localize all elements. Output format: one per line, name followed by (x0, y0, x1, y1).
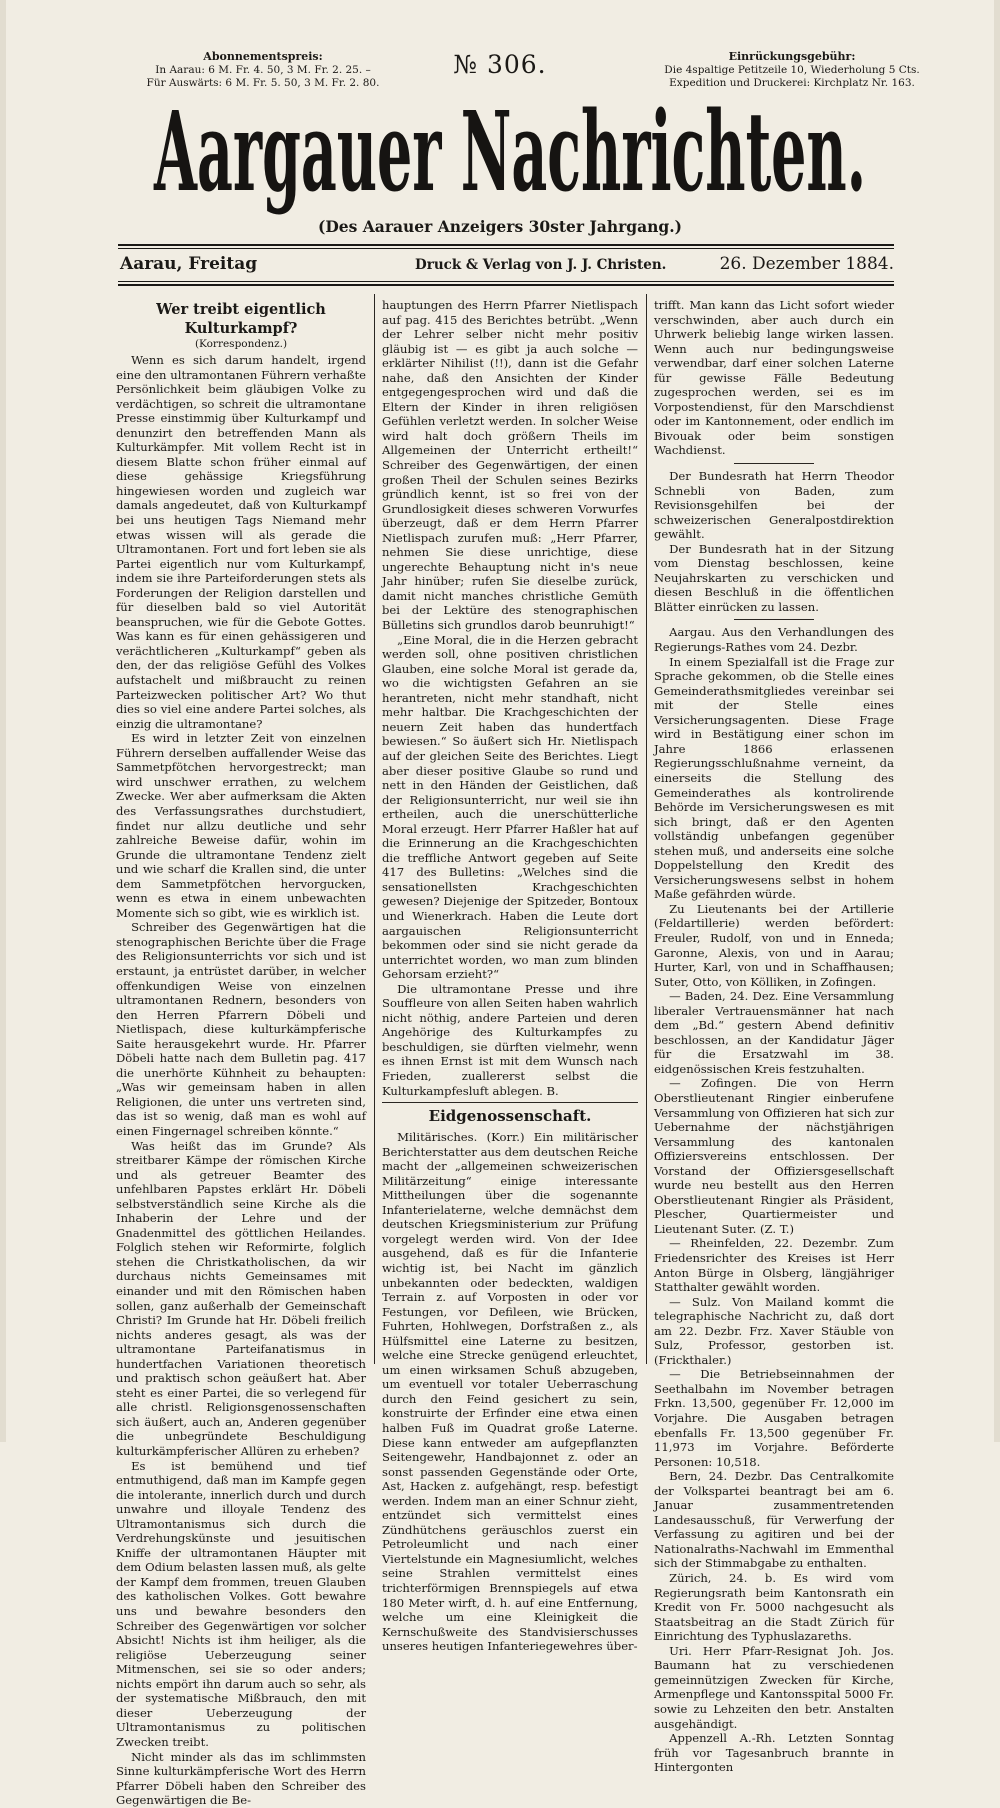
column-divider (646, 294, 647, 1364)
subscription-line: Für Auswärts: 6 M. Fr. 5. 50, 3 M. Fr. 2. 80. (146, 77, 380, 89)
insertion-line: Die 4spaltige Petitzeile 10, Wiederholung 5 Cts. (664, 63, 920, 76)
divider-rule (118, 244, 894, 246)
article-paragraph: „Eine Moral, die in die Herzen gebracht werden soll, ohne positiven christlichen Glauben, eine solche Moral ist gerade da, wo die wichtigsten Gefahren an sie herantreten, nicht mehr standhaft, nicht mehr haltbar. Die Krachgeschichten der neuern Zeit haben das hundertfach bewiesen.“ So äußert sich Hr. Nietlispach auf der gleichen Seite des Berichtes. Liegt aber dieser positive Glaube so rund und nett in den Händen der Geistlichen, daß der Religionsunterricht, nur weil sie ihn ertheilen, auch die unerschütterliche Moral erzeugt. Herr Pfarrer Haßler hat auf die Erinnerung an die Krachgeschichten die treffliche Antwort gegeben auf Seite 417 des Bulletins: „Welches sind die sensationellsten Krachgeschichten gewesen? Diejenige der Spitzeder, Bontoux und Wienerkrach. Haben die Leute dort aargauischen Religionsunterricht bekommen oder sind sie nicht gerade da unterrichtet worden, wo man zum blinden Gehorsam erzieht?“ (382, 632, 638, 982)
column-3 (654, 298, 894, 1775)
article-subtitle: (Korrespondenz.) (194, 338, 288, 350)
article-paragraph: Wenn es sich darum handelt, irgend eine den ultramontanen Führern verhaßte Persönlichkeit beim gläubigen Volke zu verdächtigen, so schreit die ultramontane Presse einstimmig über Kulturkampf und denunzirt den betreffenden Mann als Kulturkämpfer. Mit vollem Recht ist in diesem Blatte schon früher einmal auf diese gehässige Kriegsführung hingewiesen worden und zugleich war damals angedeutet, daß von Kulturkampf bei uns heutigen Tags Niemand mehr etwas wissen will als gerade die Ultramontanen. Fort und fort leben sie als Partei eigentlich nur vom Kulturkampf, indem sie ihre Parteiforderungen stets als Forderungen der Religion darstellen und für dieselben bald so viel Autorität beanspruchen, wie für die Gebote Gottes. Was kann es für einen gehässigeren und verächtlicheren „Kulturkampf“ geben als den, der das religiöse Gefühl des Volkes aufstachelt und mißbraucht zu reinen Parteizwecken politischer Art? Wo thut dies so viel eine andere Partei solches, als einzig die ultramontane? (116, 353, 366, 731)
news-item: Aargau. Aus den Verhandlungen des Regierungs-Rathes vom 24. Dezbr. (654, 625, 894, 655)
news-item: — Baden, 24. Dez. Eine Versammlung liberaler Vertrauensmänner hat nach dem „Bd.“ gestern Abend definitiv beschlossen, an der Kandidatur Jäger für die Ersatzwahl im 38. eidgenössischen Kreis festzuhalten. (654, 989, 894, 1076)
news-item: Zu Lieutenants bei der Artillerie (Feldartillerie) werden befördert: Freuler, Rudolf, von und in Enneda; Garonne, Alexis, von und in Aarau; Hurter, Karl, von und in Schaffhausen; Suter, Otto, von Kölliken, in Zofingen. (654, 901, 894, 989)
article-paragraph: trifft. Man kann das Licht sofort wieder verschwinden, aber auch durch ein Uhrwerk beliebig lange wirken lassen. Wenn auch nur bedingungsweise verwendbar, darf einer solchen Laterne für gewisse Fälle Bedeutung zugesprochen werden, sei es im Vorpostendienst, für den Marschdienst oder im Kantonnement, oder endlich im Bivouak oder beim sonstigen Wachdienst. (654, 298, 894, 458)
article-paragraph: Nicht minder als das im schlimmsten Sinne kulturkämpferische Wort des Herrn Pfarrer Döbeli haben den Schreiber des Gegenwärtigen die Be- (116, 1749, 366, 1808)
section-divider (382, 1102, 638, 1103)
news-item: Uri. Herr Pfarr-Resignat Joh. Jos. Baumann hat zu verschiedenen gemeinnützigen Zwecken für Kirche, Armenpflege und Kantonsspital 5000 Fr. sowie zu Lehzeiten den betr. Anstalten ausgehändigt. (654, 1643, 894, 1731)
article-paragraph: Schreiber des Gegenwärtigen hat die stenographischen Berichte über die Frage des Religionsunterrichts vor sich und ist erstaunt, ja entrüstet darüber, in welcher offenkundigen Weise von einzelnen ultramontanen Rednern, besonders von den Herren Pfarrern Döbeli und Nietlispach, diese kulturkämpferische Saite herausgekehrt wurde. Hr. Pfarrer Döbeli hatte nach dem Bulletin pag. 417 die unerhörte Kühnheit zu behaupten: „Was wir gemeinsam haben in allen Religionen, die unter uns vertreten sind, das ist so wenig, daß man es wohl auf einen Fingernagel schreiben könnte.“ (116, 920, 366, 1138)
news-item: — Zofingen. Die von Herrn Oberstlieutenant Ringier einberufene Versammlung von Offizieren hat sich zur Uebernahme der nächstjährigen Versammlung des kantonalen Offiziersvereins entschlossen. Der Vorstand der Offiziersgesellschaft wurde neu bestellt aus den Herren Oberstlieutenant Ringier als Präsident, Plescher, Quartiermeister und Lieutenant Suter. (Z. T.) (654, 1076, 894, 1236)
news-item: In einem Spezialfall ist die Frage zur Sprache gekommen, ob die Stelle eines Gemeinderathsmitgliedes vereinbar sei mit der Stelle eines Versicherungsagenten. Diese Frage wird in Bestätigung einer schon im Jahre 1866 erlassenen Regierungsschlußnahme verneint, da einerseits die Stellung des Gemeinderathes als kontrolirende Behörde im Versicherungswesen es mit sich bringt, daß er den Agenten vollständig unbefangen gegenüber stehen muß, und anderseits eine solche Doppelstellung den Kredit des Versicherungswesens selbst in hohem Maße gefährden würde. (654, 654, 894, 902)
article-paragraph: Was heißt das im Grunde? Als streitbarer Kämpe der römischen Kirche und als getreuer Beamter des unfehlbaren Papstes erklärt Hr. Döbeli selbstverständlich seine Kirche als die Inhaberin der Lehre und der Gnadenmittel des göttlichen Heilandes. Folglich stehen wir Reformirte, folglich stehen die Christkatholischen, da wir durchaus nichts Gemeinsames mit einander und mit den Römischen haben sollen, ganz außerhalb der Gemeinschaft Christi? Im Grunde hat Hr. Döbeli freilich nichts anderes gesagt, als was der ultramontane Parteifanatismus in hundertfachen Variationen theoretisch und praktisch schon geäußert hat. Aber steht es einer Partei, die so verlegend für alle christl. Religionsgenossenschaften sich äußert, auch an, Anderen gegenüber die unbegründete Beschuldigung kulturkämpferischer Allüren zu erheben? (116, 1138, 366, 1459)
insertion-line: Expedition und Druckerei: Kirchplatz Nr. 163. (669, 77, 915, 89)
dateline-place: Aarau, Freitag (120, 254, 258, 274)
insertion-info (652, 50, 932, 91)
news-item: Zürich, 24. b. Es wird vom Regierungsrath beim Kantonsrath ein Kredit von Fr. 5000 nachgesucht als Staatsbeitrag an die Stadt Zürich für Einrichtung des Typhuslazareths. (654, 1571, 894, 1644)
section-heading: Eidgenossenschaft. (428, 1107, 592, 1126)
subscription-label: Abonnementspreis: (203, 50, 323, 63)
news-item: Appenzell A.-Rh. Letzten Sonntag früh vor Tagesanbruch brannte in Hintergonten (654, 1731, 894, 1775)
article-title: Wer treibt eigentlich Kulturkampf? (156, 301, 326, 337)
article-paragraph: Militärisches. (Korr.) Ein militärischer Berichterstatter aus dem deutschen Reiche macht der „allgemeinen schweizerischen Militärzeitung“ einige interessante Mittheilungen über die sogenannte Infanterielaterne, welche demnächst dem deutschen Kriegsministerium zur Prüfung vorgelegt werden wird. Von der Idee ausgehend, daß es für die Infanterie wichtig ist, bei Nacht im gänzlich unbekannten oder bedeckten, waldigen Terrain z. auf Vorposten in oder vor Festungen, vor Defileen, wie Brücken, Fuhrten, Hohlwegen, Dorfstraßen z., als Hülfsmittel eine Laterne zu besitzen, welche eine Strecke genügend erleuchtet, um einen wirksamen Schuß abzugeben, um eventuell vor totaler Ueberraschung durch den Feind gesichert zu sein, konstruirte der Erfinder eine etwa einen halben Fuß im Quadrat große Laterne. Diese kann entweder am aufgepflanzten Seitengewehr, Handbajonnet z. oder an sonst passenden Gegenstände oder Orte, Ast, Hacken z. aufgehängt, resp. befestigt werden. Indem man an einer Schnur zieht, entzündet sich vermittelst eines Zündhütchens geräuschlos zuerst ein Petroleumlicht und nach einer Viertelstunde ein Magnesiumlicht, welches seine Strahlen vermittelst eines trichterförmigen Brennspiegels auf etwa 180 Meter wirft, d. h. auf eine Entfernung, welche um eine Kleinigkeit die Kernschußweite des Standvisierschusses unseres heutigen Infanteriegewehres über- (382, 1130, 639, 1654)
subscription-info (128, 50, 398, 91)
news-item: — Sulz. Von Mailand kommt die telegraphische Nachricht zu, daß dort am 22. Dezbr. Frz. Xaver Stäuble von Sulz, Professor, gestorben ist. (Frickthaler.) (654, 1294, 894, 1367)
news-item: Der Bundesrath hat in der Sitzung vom Dienstag beschlossen, keine Neujahrskarten zu verschicken und diesen Beschluß in die öffentlichen Blätter einrücken zu lassen. (654, 541, 894, 614)
divider-rule (118, 284, 894, 286)
insertion-label: Einrückungsgebühr: (728, 50, 856, 63)
newspaper-title-text: Aargauer Nachrichten. (153, 87, 867, 216)
newspaper-title (150, 87, 870, 216)
article-paragraph: hauptungen des Herrn Pfarrer Nietlispach auf pag. 415 des Berichtes betrübt. „Wenn der Lehrer selber nicht mehr positiv gläubig ist — es gibt ja auch solche — erklärter Nihilist (!!), dann ist die Gefahr nahe, daß den Ansichten der Kinder entgegengesprochen wird und daß die Eltern der Kinder in ihren religiösen Gefühlen verletzt werden. In solcher Weise wird halt doch größern Theils im Allgemeinen der Unterricht ertheilt!“ Schreiber des Gegenwärtigen, der einen großen Theil der Schulen seines Bezirks gründlich kennt, ist so frei von der Grundlosigkeit dieses schweren Vorwurfes überzeugt, daß er dem Herrn Pfarrer Nietlispach zurufen muß: „Herr Pfarrer, nehmen Sie diese unrichtige, diese ungerechte Behauptung nicht in's neue Jahr hinüber; rufen Sie dieselbe zurück, damit nicht manches christliche Gemüth bei der Lektüre des stenographischen Bülletins sich grundlos darob beunruhigt!“ (382, 298, 638, 633)
issue-number-text: № 306. (453, 50, 547, 79)
news-item: Bern, 24. Dezbr. Das Centralkomite der Volkspartei beantragt bei am 6. Januar zusammentretenden Landesausschuß, für Verwerfung der Verfassung zu agitiren und bei der Nationalraths-Nachwahl im Emmenthal sich der Stimmabgabe zu enthalten. (654, 1469, 894, 1571)
divider-rule (118, 281, 894, 282)
column-divider (374, 294, 375, 1364)
column-2 (382, 298, 639, 1654)
newspaper-title-graphic (150, 87, 870, 216)
article-paragraph: Es wird in letzter Zeit von einzelnen Führern derselben auffallender Weise das Sammetpfötchen hervorgestreckt; man wird unschwer errathen, zu welchem Zwecke. Wer aber aufmerksam die Akten des Verfassungsrathes durchstudiert, findet nur allzu deutliche und sehr zahlreiche Beweise dafür, wohin im Grunde die ultramontane Tendenz zielt und wie scharf die Krallen sind, die unter dem Sammetpfötchen hervorgucken, wenn es etwa in einem unbewachten Momente sich so gibt, wie es wirklich ist. (116, 731, 366, 920)
article-paragraph: Die ultramontane Presse und ihre Souffleure von allen Seiten haben wahrlich nicht nöthig, andere Parteien und deren Angehörige des Kulturkampfes zu beschuldigen, sie dürften vielmehr, wenn es ihnen Ernst ist mit dem Wunsch nach Frieden, zuallererst selbst die Kulturkampfesluft ablegen. B. (382, 981, 638, 1098)
item-divider (734, 463, 814, 464)
item-divider (734, 619, 814, 620)
article-paragraph: Es ist bemühend und tief entmuthigend, daß man im Kampfe gegen die intolerante, innerlich durch und durch unwahre und illoyale Tendenz des Ultramontanismus sich durch die Verdrehungskünste und jesuitischen Kniffe der ultramontanen Häupter mit dem Odium belasten lassen muß, als gelte der Kampf dem frommen, treuen Glauben des katholischen Volkes. Gott bewahre uns und bewahre besonders den Schreiber des Gegenwärtigen vor solcher Absicht! Nichts ist ihm heiliger, als die religiöse Ueberzeugung seiner Mitmenschen, sei sie so oder anders; nichts empört ihn darum auch so sehr, als der systematische Mißbrauch, den mit dieser Ueberzeugung der Ultramontanismus zu politischen Zwecken treibt. (116, 1458, 366, 1749)
dateline-printer: Druck & Verlag von J. J. Christen. (415, 257, 667, 273)
news-item: Der Bundesrath hat Herrn Theodor Schnebli von Baden, zum Revisionsgehilfen bei der schweizerischen Generalpostdirektion gewählt. (654, 469, 894, 542)
news-item: — Rheinfelden, 22. Dezembr. Zum Friedensrichter des Kreises ist Herr Anton Bürge in Olsberg, längjähriger Statthalter gewählt worden. (654, 1236, 894, 1295)
subscription-line: In Aarau: 6 M. Fr. 4. 50, 3 M. Fr. 2. 25. – (155, 63, 371, 76)
news-item: — Die Betriebseinnahmen der Seethalbahn im November betragen Frkn. 13,500, gegenüber Fr. 12,000 im Vorjahre. Die Ausgaben betragen ebenfalls Fr. 13,500 gegenüber Fr. 11,973 im Vorjahre. Beförderte Personen: 10,518. (654, 1367, 894, 1469)
dateline-date: 26. Dezember 1884. (719, 254, 894, 274)
newspaper-subtitle: (Des Aarauer Anzeigers 30ster Jahrgang.) (318, 217, 682, 236)
column-1 (116, 298, 366, 1808)
divider-rule (118, 248, 894, 249)
